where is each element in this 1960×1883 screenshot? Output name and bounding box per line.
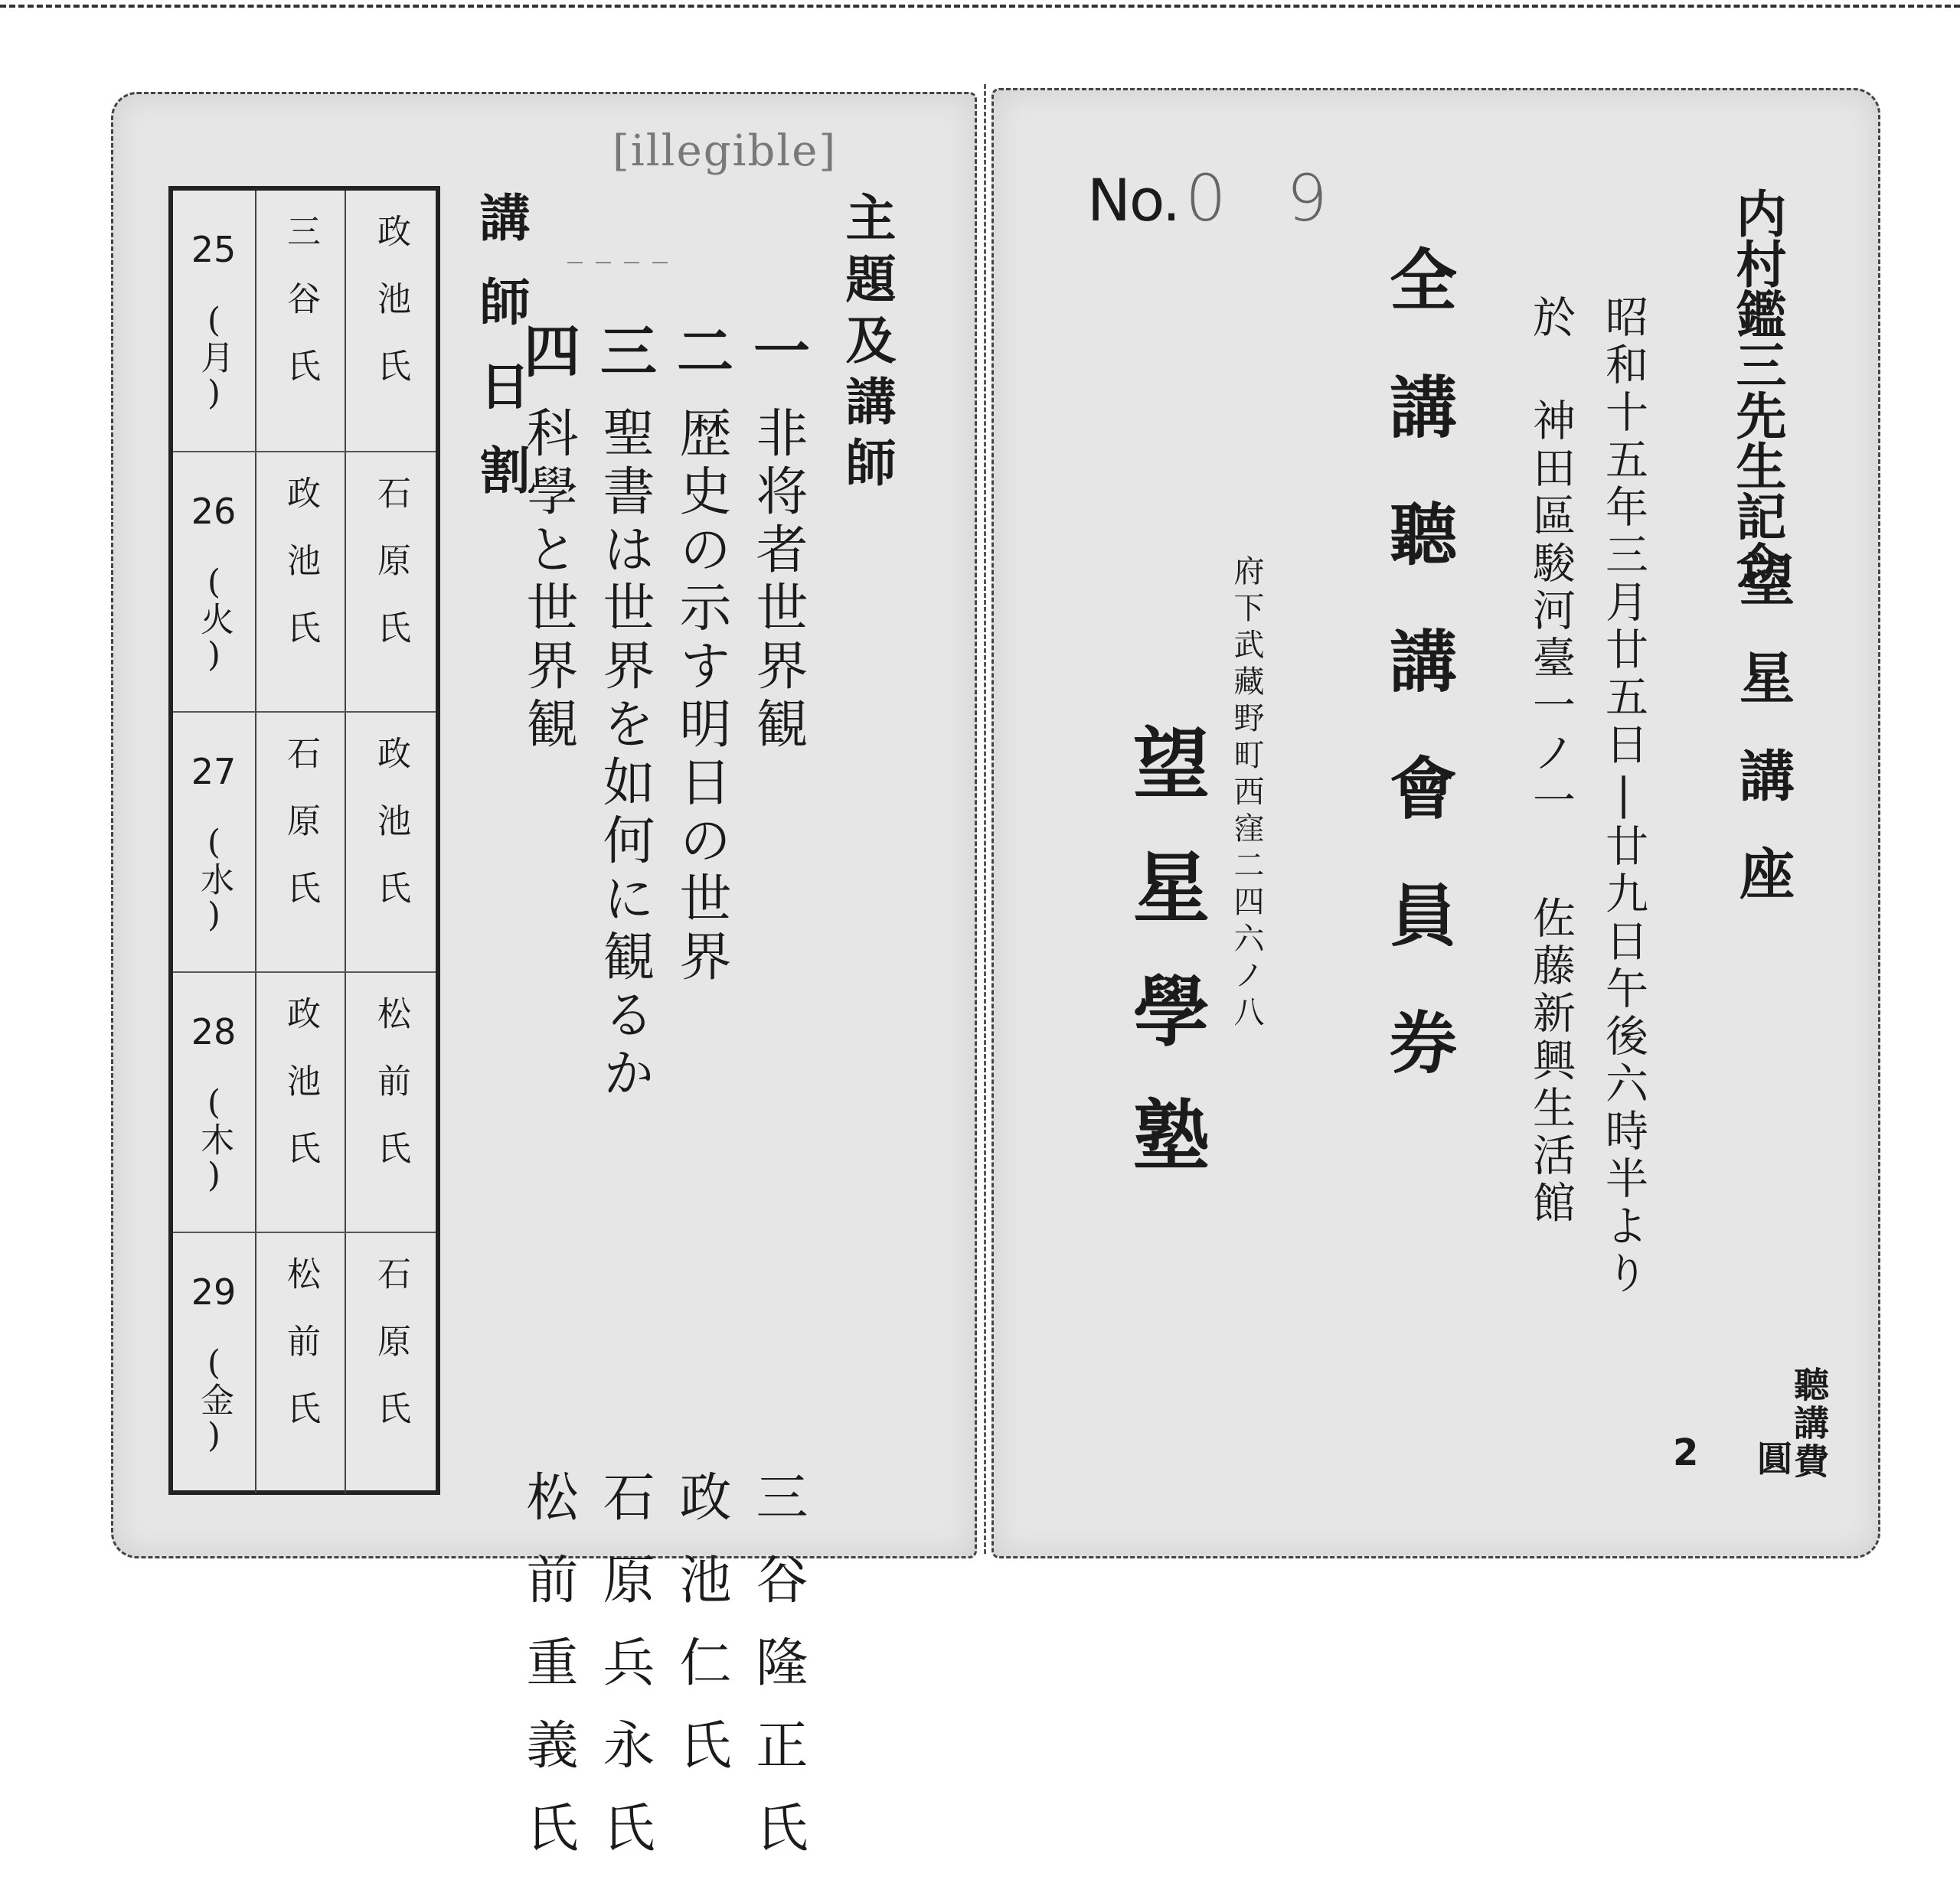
schedule-date xyxy=(172,713,256,973)
organization-name: 望星學塾 xyxy=(1120,723,1210,1219)
schedule-cell-second xyxy=(346,452,436,713)
lecturer-name: 三谷氏 xyxy=(281,214,320,416)
schedule-table xyxy=(168,186,440,1495)
schedule-cell-first xyxy=(256,973,346,1233)
schedule-cell-second xyxy=(346,973,436,1233)
schedule-row xyxy=(173,971,436,1233)
schedule-cell-first xyxy=(256,1233,346,1493)
faded-header-text: [illegible] xyxy=(612,126,838,176)
schedule-date xyxy=(172,452,256,713)
schedule-cell-first xyxy=(256,191,346,451)
date-number: 25 xyxy=(191,229,237,270)
fold-line xyxy=(984,84,986,1554)
schedule-row xyxy=(173,711,436,973)
topic-title: 聖書は世界を如何に観るか xyxy=(594,406,655,1104)
ticket-number xyxy=(1087,161,1348,236)
schedule-cell-second xyxy=(346,713,436,973)
lecturer-name: 石原氏 xyxy=(371,475,410,677)
schedule-date xyxy=(172,191,256,451)
weekday: (水) xyxy=(194,823,234,935)
topic-lecturer: 政池仁氏 xyxy=(671,1470,731,1800)
date-number: 27 xyxy=(191,751,237,792)
venue-prefix: 於 xyxy=(1526,295,1576,342)
venue-name: 佐藤新興生活館 xyxy=(1526,896,1576,1228)
schedule-row xyxy=(173,191,436,451)
lecturer-name: 政池氏 xyxy=(371,214,410,416)
lecturer-name: 石原氏 xyxy=(371,1256,410,1458)
weekday: (木) xyxy=(194,1083,234,1195)
topic-number: 一 xyxy=(744,321,810,378)
schedule-date xyxy=(172,1233,256,1493)
ticket-number-value: 0 9 xyxy=(1185,161,1348,236)
topic-lecturer: 石原兵永氏 xyxy=(594,1470,655,1883)
fee-value: 2 xyxy=(1673,1431,1699,1474)
course-name: 望星講座 xyxy=(1730,551,1795,943)
schedule-cell-first xyxy=(256,713,346,973)
lecturer-name: 政池氏 xyxy=(281,996,320,1198)
topic-title: 非将者世界観 xyxy=(747,406,808,755)
fee-unit: 圓 xyxy=(1757,1438,1792,1480)
topic-lecturer: 松前重義氏 xyxy=(518,1470,578,1883)
schedule-cell-first xyxy=(256,452,346,713)
event-date: 昭和十五年三月廿五日|廿九日午後六時半より xyxy=(1599,295,1648,1298)
organization-address: 府下武藏野町西窪二四六ノ八 xyxy=(1229,555,1264,1033)
schedule-row xyxy=(173,451,436,713)
memorial-heading: 内村鑑三先生記念 xyxy=(1727,188,1787,592)
weekday: (火) xyxy=(194,563,234,674)
schedule-date xyxy=(172,973,256,1233)
lecturer-name: 政池氏 xyxy=(371,736,410,938)
top-dashed-cut-line xyxy=(0,5,1960,8)
schedule-heading: 講師日割 xyxy=(471,191,531,528)
schedule-cell-second xyxy=(346,191,436,451)
ticket-number-label: No. xyxy=(1087,166,1180,234)
pass-title: 全講聽講會員券 xyxy=(1379,245,1459,1134)
weekday: (月) xyxy=(194,301,234,413)
topic-lecturer: 三谷隆正氏 xyxy=(747,1470,808,1883)
lecturer-name: 政池氏 xyxy=(281,475,320,677)
lecturer-name: 石原氏 xyxy=(281,736,320,938)
schedule-cell-second xyxy=(346,1233,436,1493)
date-number: 28 xyxy=(191,1011,237,1052)
topic-title: 科學と世界観 xyxy=(518,406,578,755)
lecturer-name: 松前氏 xyxy=(281,1256,320,1458)
topic-number: 四 xyxy=(514,321,580,378)
faded-subtext: — — — — xyxy=(567,253,671,272)
lecturer-name: 松前氏 xyxy=(371,996,410,1198)
topic-number: 二 xyxy=(668,321,733,378)
topic-title: 歴史の示す明日の世界 xyxy=(671,406,731,987)
date-number: 26 xyxy=(191,491,237,532)
schedule-row xyxy=(173,1232,436,1493)
venue-address: 神田區駿河臺一ノ一 xyxy=(1526,398,1576,825)
date-number: 29 xyxy=(191,1271,237,1313)
weekday: (金) xyxy=(194,1343,234,1455)
topic-number: 三 xyxy=(591,321,657,378)
fee-label: 聽講費 xyxy=(1788,1366,1830,1481)
topics-heading: 主題及講師 xyxy=(837,191,897,498)
